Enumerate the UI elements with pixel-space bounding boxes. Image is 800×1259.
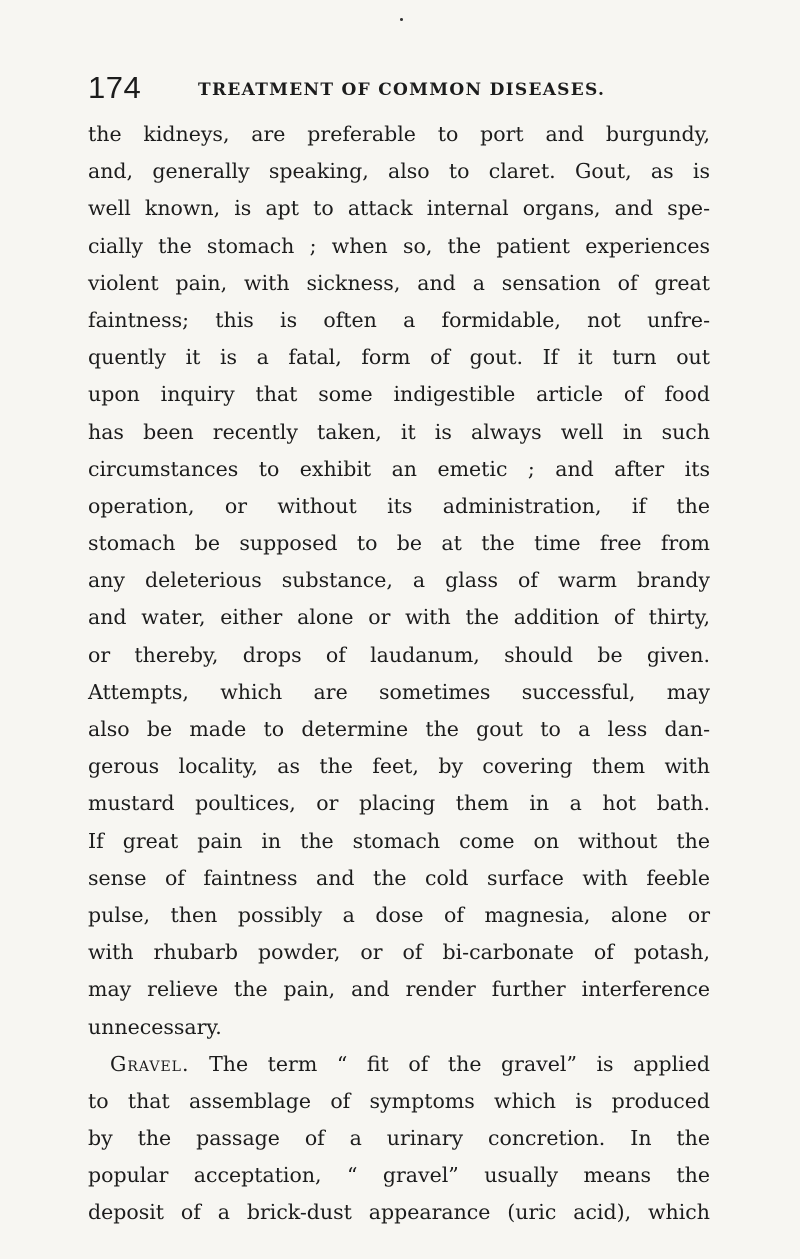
text-line: cially the stomach ; when so, the patient experiences	[88, 233, 710, 258]
text-line: has been recently taken, it is always well in such	[88, 419, 710, 444]
gravel-paragraph-first-line	[88, 1046, 710, 1083]
print-speck	[400, 18, 403, 21]
text-line: gerous locality, as the feet, by covering them with	[88, 754, 710, 779]
text-line: mustard poultices, or placing them in a hot bath.	[88, 791, 710, 816]
text-line: quently it is a fatal, form of gout. If it turn out	[88, 345, 710, 370]
text-line: If great pain in the stomach come on without the	[88, 828, 710, 853]
text-line: circumstances to exhibit an emetic ; and after its	[88, 456, 710, 481]
text-line: also be made to determine the gout to a less dan-	[88, 717, 710, 741]
gravel-heading: Gravel.	[110, 1051, 190, 1076]
text-line: any deleterious substance, a glass of warm brandy	[88, 568, 710, 593]
text-line: unnecessary.	[88, 1014, 222, 1039]
page-number: 174	[88, 70, 142, 105]
text-line: pulse, then possibly a dose of magnesia, alone or	[88, 902, 710, 927]
text-line: well known, is apt to attack internal organs, and spe-	[88, 196, 710, 221]
text-line: operation, or without its administration, if the	[88, 493, 710, 518]
text-line: and water, either alone or with the addition of thirty,	[88, 605, 710, 630]
text-line: deposit of a brick-dust appearance (uric acid), which	[88, 1200, 710, 1225]
text-line: the kidneys, are preferable to port and burgundy,	[88, 122, 710, 146]
text-line: or thereby, drops of laudanum, should be given.	[88, 642, 710, 667]
text-line: violent pain, with sickness, and a sensation of great	[88, 270, 710, 295]
text-line: with rhubarb powder, or of bi-carbonate of potash,	[88, 940, 710, 965]
page-header	[88, 68, 738, 108]
text-line: and, generally speaking, also to claret. Gout, as is	[88, 159, 710, 184]
text-line: upon inquiry that some indigestible article of food	[88, 382, 710, 407]
running-head: TREATMENT OF COMMON DISEASES.	[198, 80, 606, 100]
text-line: sense of faintness and the cold surface with feeble	[88, 865, 710, 890]
text-line: popular acceptation, “ gravel” usually means the	[88, 1163, 710, 1188]
gravel-first-line-text: The term “ fit of the gravel” is applied	[209, 1051, 710, 1076]
text-line: Attempts, which are sometimes successful, may	[88, 679, 710, 704]
body-text	[88, 116, 710, 1232]
text-line: stomach be supposed to be at the time free from	[88, 531, 710, 556]
text-line: by the passage of a urinary concretion. In the	[88, 1126, 710, 1151]
text-line: may relieve the pain, and render further interference	[88, 977, 710, 1002]
text-line: to that assemblage of symptoms which is produced	[88, 1088, 710, 1113]
text-line: faintness; this is often a formidable, not unfre-	[88, 307, 710, 332]
